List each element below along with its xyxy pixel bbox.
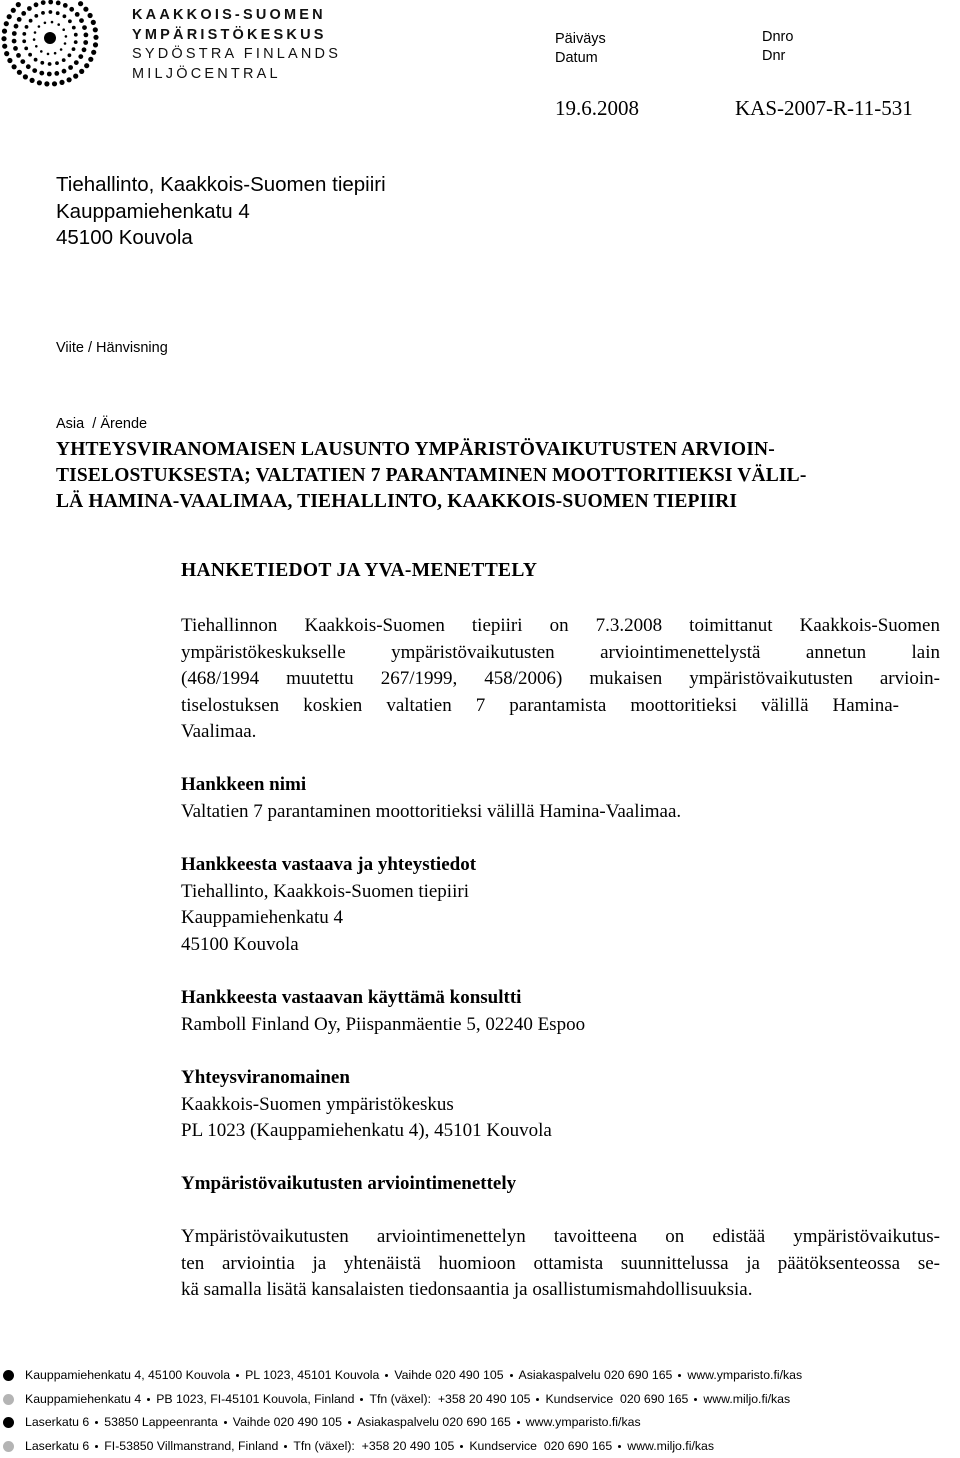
- footer-item: Tfn (växel): +358 20 490 105: [369, 1388, 530, 1412]
- logo-dot: [34, 58, 38, 62]
- logo-dot: [51, 21, 54, 24]
- logo-dot: [16, 53, 21, 58]
- separator-dot-icon: [678, 1374, 681, 1377]
- separator-dot-icon: [95, 1421, 98, 1424]
- logo-dot: [78, 1, 83, 6]
- dnro-label: [762, 28, 793, 66]
- logo-dot: [32, 68, 37, 73]
- bullet-grey-icon: [3, 1441, 14, 1452]
- logo-dot: [65, 35, 68, 38]
- logo-dot: [79, 69, 84, 74]
- intro-line-5: Vaalimaa.: [181, 719, 940, 746]
- document-number: KAS-2007-R-11-531: [735, 96, 913, 121]
- logo-line-4: MILJÖCENTRAL: [132, 65, 341, 85]
- logo-dot: [63, 3, 68, 8]
- authority-section: [181, 1065, 941, 1145]
- footer-item: 53850 Lappeenranta: [104, 1411, 218, 1435]
- logo-dot: [62, 69, 67, 74]
- logo-dot: [54, 71, 59, 76]
- logo-dot: [12, 31, 17, 36]
- intro-paragraph: [181, 613, 940, 746]
- project-name-heading: Hankkeen nimi: [181, 772, 941, 799]
- logo-dot: [67, 77, 72, 82]
- separator-dot-icon: [284, 1445, 287, 1448]
- consultant-heading: Hankkeesta vastaavan käyttämä konsultti: [181, 985, 941, 1012]
- intro-line-3: (468/1994 muutettu 267/1999, 458/2006) mukaisen ympäristövaikutusten arvioin-: [181, 666, 940, 693]
- footer-item: Kauppamiehenkatu 4: [25, 1388, 141, 1412]
- section-heading: HANKETIEDOT JA YVA-MENETTELY: [181, 560, 537, 582]
- consultant-value: Ramboll Finland Oy, Piispanmäentie 5, 02240 Espoo: [181, 1012, 941, 1039]
- footer-row-fi-lappeenranta: [0, 1411, 960, 1435]
- recipient-line-1: Tiehallinto, Kaakkois-Suomen tiepiiri: [56, 172, 386, 199]
- logo-dot: [48, 62, 52, 66]
- intro-line-2: ympäristökeskukselle ympäristövaikutusten arviointimenettelystä annetun lain: [181, 640, 940, 667]
- logo-dot: [78, 54, 83, 59]
- logo-dot: [14, 24, 19, 29]
- logo-dot: [7, 58, 12, 63]
- recipient-address: [56, 172, 386, 252]
- logo-dot: [63, 14, 67, 18]
- organisation-logo-text: [132, 6, 341, 84]
- footer-item: Kundservice 020 690 165: [469, 1435, 612, 1458]
- document-date: 19.6.2008: [555, 96, 639, 121]
- logo-dot: [79, 18, 84, 23]
- logo-dot: [40, 50, 43, 53]
- logo-dot: [35, 45, 38, 48]
- logo-dot: [88, 13, 93, 18]
- authority-heading: Yhteysviranomainen: [181, 1065, 941, 1092]
- footer-link[interactable]: www.ymparisto.fi/kas: [687, 1364, 802, 1388]
- logo-dot: [2, 29, 7, 34]
- logo-dot: [26, 64, 31, 69]
- footer-item: Tfn (växel): +358 20 490 105: [293, 1435, 454, 1458]
- logo-dot: [16, 2, 21, 7]
- logo-dot: [75, 12, 80, 17]
- logo-dot: [34, 31, 37, 34]
- subject-line-1: YHTEYSVIRANOMAISEN LAUSUNTO YMPÄRISTÖVAIKUTUSTEN ARVIOIN-: [56, 437, 806, 463]
- footer-item: PB 1023, FI-45101 Kouvola, Finland: [156, 1388, 354, 1412]
- logo-dot: [91, 20, 96, 25]
- logo-dot: [23, 74, 28, 79]
- separator-dot-icon: [360, 1398, 363, 1401]
- logo-dot: [1, 36, 6, 41]
- footer-contacts: [0, 1364, 960, 1458]
- logo-dot: [72, 47, 76, 51]
- footer-item: Laserkatu 6: [25, 1411, 89, 1435]
- logo-dot: [47, 53, 50, 56]
- separator-dot-icon: [517, 1421, 520, 1424]
- logo-dot: [64, 42, 67, 45]
- logo-dot: [52, 81, 57, 86]
- logo-dot: [17, 17, 22, 22]
- logo-dot: [4, 51, 9, 56]
- logo-dot: [13, 46, 18, 51]
- separator-dot-icon: [510, 1374, 513, 1377]
- footer-item: Kundservice 020 690 165: [545, 1388, 688, 1412]
- logo-dot: [91, 50, 96, 55]
- logo-dot: [83, 7, 88, 12]
- logo-dot: [56, 1, 61, 6]
- bullet-black-icon: [3, 1417, 14, 1428]
- logo-dot: [57, 23, 60, 26]
- subject-line-2: TISELOSTUKSESTA; VALTATIEN 7 PARANTAMINEN MOOTTORITIEKSI VÄLIL-: [56, 463, 806, 489]
- footer-link[interactable]: www.ymparisto.fi/kas: [526, 1411, 641, 1435]
- logo-dot: [59, 80, 64, 85]
- project-name-section: [181, 772, 941, 825]
- bullet-black-icon: [3, 1370, 14, 1381]
- footer-item: PL 1023, 45101 Kouvola: [245, 1364, 379, 1388]
- recipient-line-2: Kauppamiehenkatu 4: [56, 199, 386, 226]
- reference-label: Viite / Hänvisning: [56, 340, 168, 356]
- logo-dot: [44, 22, 47, 25]
- subject-line-3: LÄ HAMINA-VAALIMAA, TIEHALLINTO, KAAKKOIS-SUOMEN TIEPIIRI: [56, 489, 806, 515]
- footer-link[interactable]: www.miljo.fi/kas: [627, 1435, 714, 1458]
- separator-dot-icon: [385, 1374, 388, 1377]
- footer-item: Vaihde 020 490 105: [394, 1364, 503, 1388]
- logo-dot: [40, 61, 44, 65]
- logo-dot: [22, 39, 26, 43]
- logo-dot: [68, 65, 73, 70]
- logo-dot: [44, 81, 49, 86]
- footer-link[interactable]: www.miljo.fi/kas: [703, 1388, 790, 1412]
- responsible-section: [181, 852, 941, 958]
- logo-dot: [74, 40, 78, 44]
- eia-line-1: Ympäristövaikutusten arviointimenettelyn tavoitteena on edistää ympäristövaikutus-: [181, 1224, 940, 1251]
- separator-dot-icon: [348, 1421, 351, 1424]
- separator-dot-icon: [236, 1374, 239, 1377]
- authority-line-2: PL 1023 (Kauppamiehenkatu 4), 45101 Kouvola: [181, 1118, 941, 1145]
- separator-dot-icon: [694, 1398, 697, 1401]
- responsible-line-3: 45100 Kouvola: [181, 932, 941, 959]
- logo-dot: [49, 10, 53, 14]
- consultant-section: [181, 985, 941, 1038]
- logo-dot: [69, 7, 74, 12]
- logo-dot: [28, 53, 32, 57]
- logo-dot: [34, 14, 38, 18]
- date-label-fi: Päiväys: [555, 30, 606, 49]
- logo-dot: [25, 25, 29, 29]
- logo-dot: [29, 19, 33, 23]
- dnro-label-fi: Dnro: [762, 28, 793, 47]
- project-name-value: Valtatien 7 parantaminen moottoritieksi välillä Hamina-Vaalimaa.: [181, 799, 941, 826]
- recipient-line-3: 45100 Kouvola: [56, 225, 386, 252]
- logo-dot: [68, 19, 72, 23]
- logo-dot: [82, 47, 87, 52]
- footer-row-sv-villmanstrand: [0, 1435, 960, 1458]
- footer-item: Laserkatu 6: [25, 1435, 89, 1458]
- footer-item: Vaihde 020 490 105: [233, 1411, 342, 1435]
- intro-line-4: tiselostuksen koskien valtatien 7 parantamista moottoritieksi välillä Hamina-: [181, 693, 899, 720]
- logo-dot: [62, 58, 66, 62]
- footer-item: FI-53850 Villmanstrand, Finland: [104, 1435, 278, 1458]
- logo-dot: [56, 11, 60, 15]
- logo-dot: [60, 48, 63, 51]
- logo-dot: [55, 61, 59, 65]
- logo-dot: [21, 11, 26, 16]
- logo-dot: [38, 25, 41, 28]
- dnro-label-sv: Dnr: [762, 47, 793, 66]
- logo-dot: [84, 63, 89, 68]
- logo-dot: [73, 74, 78, 79]
- logo-dot: [74, 60, 79, 65]
- separator-dot-icon: [460, 1445, 463, 1448]
- logo-dot: [33, 38, 36, 41]
- logo-dot: [24, 47, 28, 51]
- logo-dot: [4, 21, 9, 26]
- footer-row-fi-kouvola: [0, 1364, 960, 1388]
- logo-line-3: SYDÖSTRA FINLANDS: [132, 45, 341, 65]
- responsible-heading: Hankkeesta vastaava ja yhteystiedot: [181, 852, 941, 879]
- footer-item: Asiakaspalvelu 020 690 165: [519, 1364, 673, 1388]
- separator-dot-icon: [224, 1421, 227, 1424]
- date-label-sv: Datum: [555, 49, 606, 68]
- subject-label: Asia / Ärende: [56, 416, 147, 432]
- logo-dot: [83, 40, 88, 45]
- eia-heading: Ympäristövaikutusten arviointimenettely: [181, 1171, 941, 1198]
- footer-row-sv-kouvola: [0, 1388, 960, 1412]
- logo-dot: [74, 33, 78, 37]
- logo-dot: [22, 32, 26, 36]
- logo-dot: [93, 35, 98, 40]
- logo-dot: [47, 72, 52, 77]
- logo-dot: [62, 28, 65, 31]
- logo-dot: [48, 0, 53, 4]
- eia-heading-block: [181, 1171, 941, 1198]
- logo-dot: [93, 42, 98, 47]
- logo-dot: [68, 53, 72, 57]
- logo-dot: [2, 44, 7, 49]
- logo-line-2: YMPÄRISTÖKESKUS: [132, 26, 341, 46]
- logo-dot: [20, 59, 25, 64]
- separator-dot-icon: [536, 1398, 539, 1401]
- logo-dot: [88, 57, 93, 62]
- logo-dot: [17, 70, 22, 75]
- eia-line-2: ten arviointia ja yhtenäistä huomioon ottamista suunnittelussa ja päätöksenteossa se-: [181, 1251, 940, 1278]
- separator-dot-icon: [618, 1445, 621, 1448]
- logo-dot: [12, 64, 17, 69]
- eia-line-3: kä samalla lisätä kansalaisten tiedonsaantia ja osallistumismahdollisuuksia.: [181, 1277, 940, 1304]
- footer-item: Asiakaspalvelu 020 690 165: [357, 1411, 511, 1435]
- footer-item: Kauppamiehenkatu 4, 45100 Kouvola: [25, 1364, 230, 1388]
- responsible-line-2: Kauppamiehenkatu 4: [181, 905, 941, 932]
- logo-dot: [84, 33, 89, 38]
- logo-dot: [11, 8, 16, 13]
- eia-paragraph: [181, 1224, 940, 1304]
- logo-dot: [12, 39, 17, 44]
- bullet-grey-icon: [3, 1394, 14, 1405]
- subject-title: [56, 437, 806, 515]
- logo-dot: [37, 80, 42, 85]
- logo-dot: [41, 11, 45, 15]
- logo-dot: [29, 78, 34, 83]
- logo-dot: [72, 26, 76, 30]
- logo-line-1: KAAKKOIS-SUOMEN: [132, 6, 341, 26]
- logo-dot: [27, 6, 32, 11]
- intro-line-1: Tiehallinnon Kaakkois-Suomen tiepiiri on 7.3.2008 toimittanut Kaakkois-Suomen: [181, 613, 940, 640]
- logo-dot: [7, 14, 12, 19]
- authority-line-1: Kaakkois-Suomen ympäristökeskus: [181, 1092, 941, 1119]
- separator-dot-icon: [95, 1445, 98, 1448]
- logo-dot: [41, 0, 46, 5]
- environment-centre-logo-icon: [0, 0, 120, 100]
- date-label: [555, 30, 606, 68]
- responsible-line-1: Tiehallinto, Kaakkois-Suomen tiepiiri: [181, 879, 941, 906]
- logo-dot: [39, 71, 44, 76]
- logo-dot: [93, 27, 98, 32]
- separator-dot-icon: [147, 1398, 150, 1401]
- logo-dot: [54, 52, 57, 55]
- logo-dot: [34, 2, 39, 7]
- logo-dot: [82, 25, 87, 30]
